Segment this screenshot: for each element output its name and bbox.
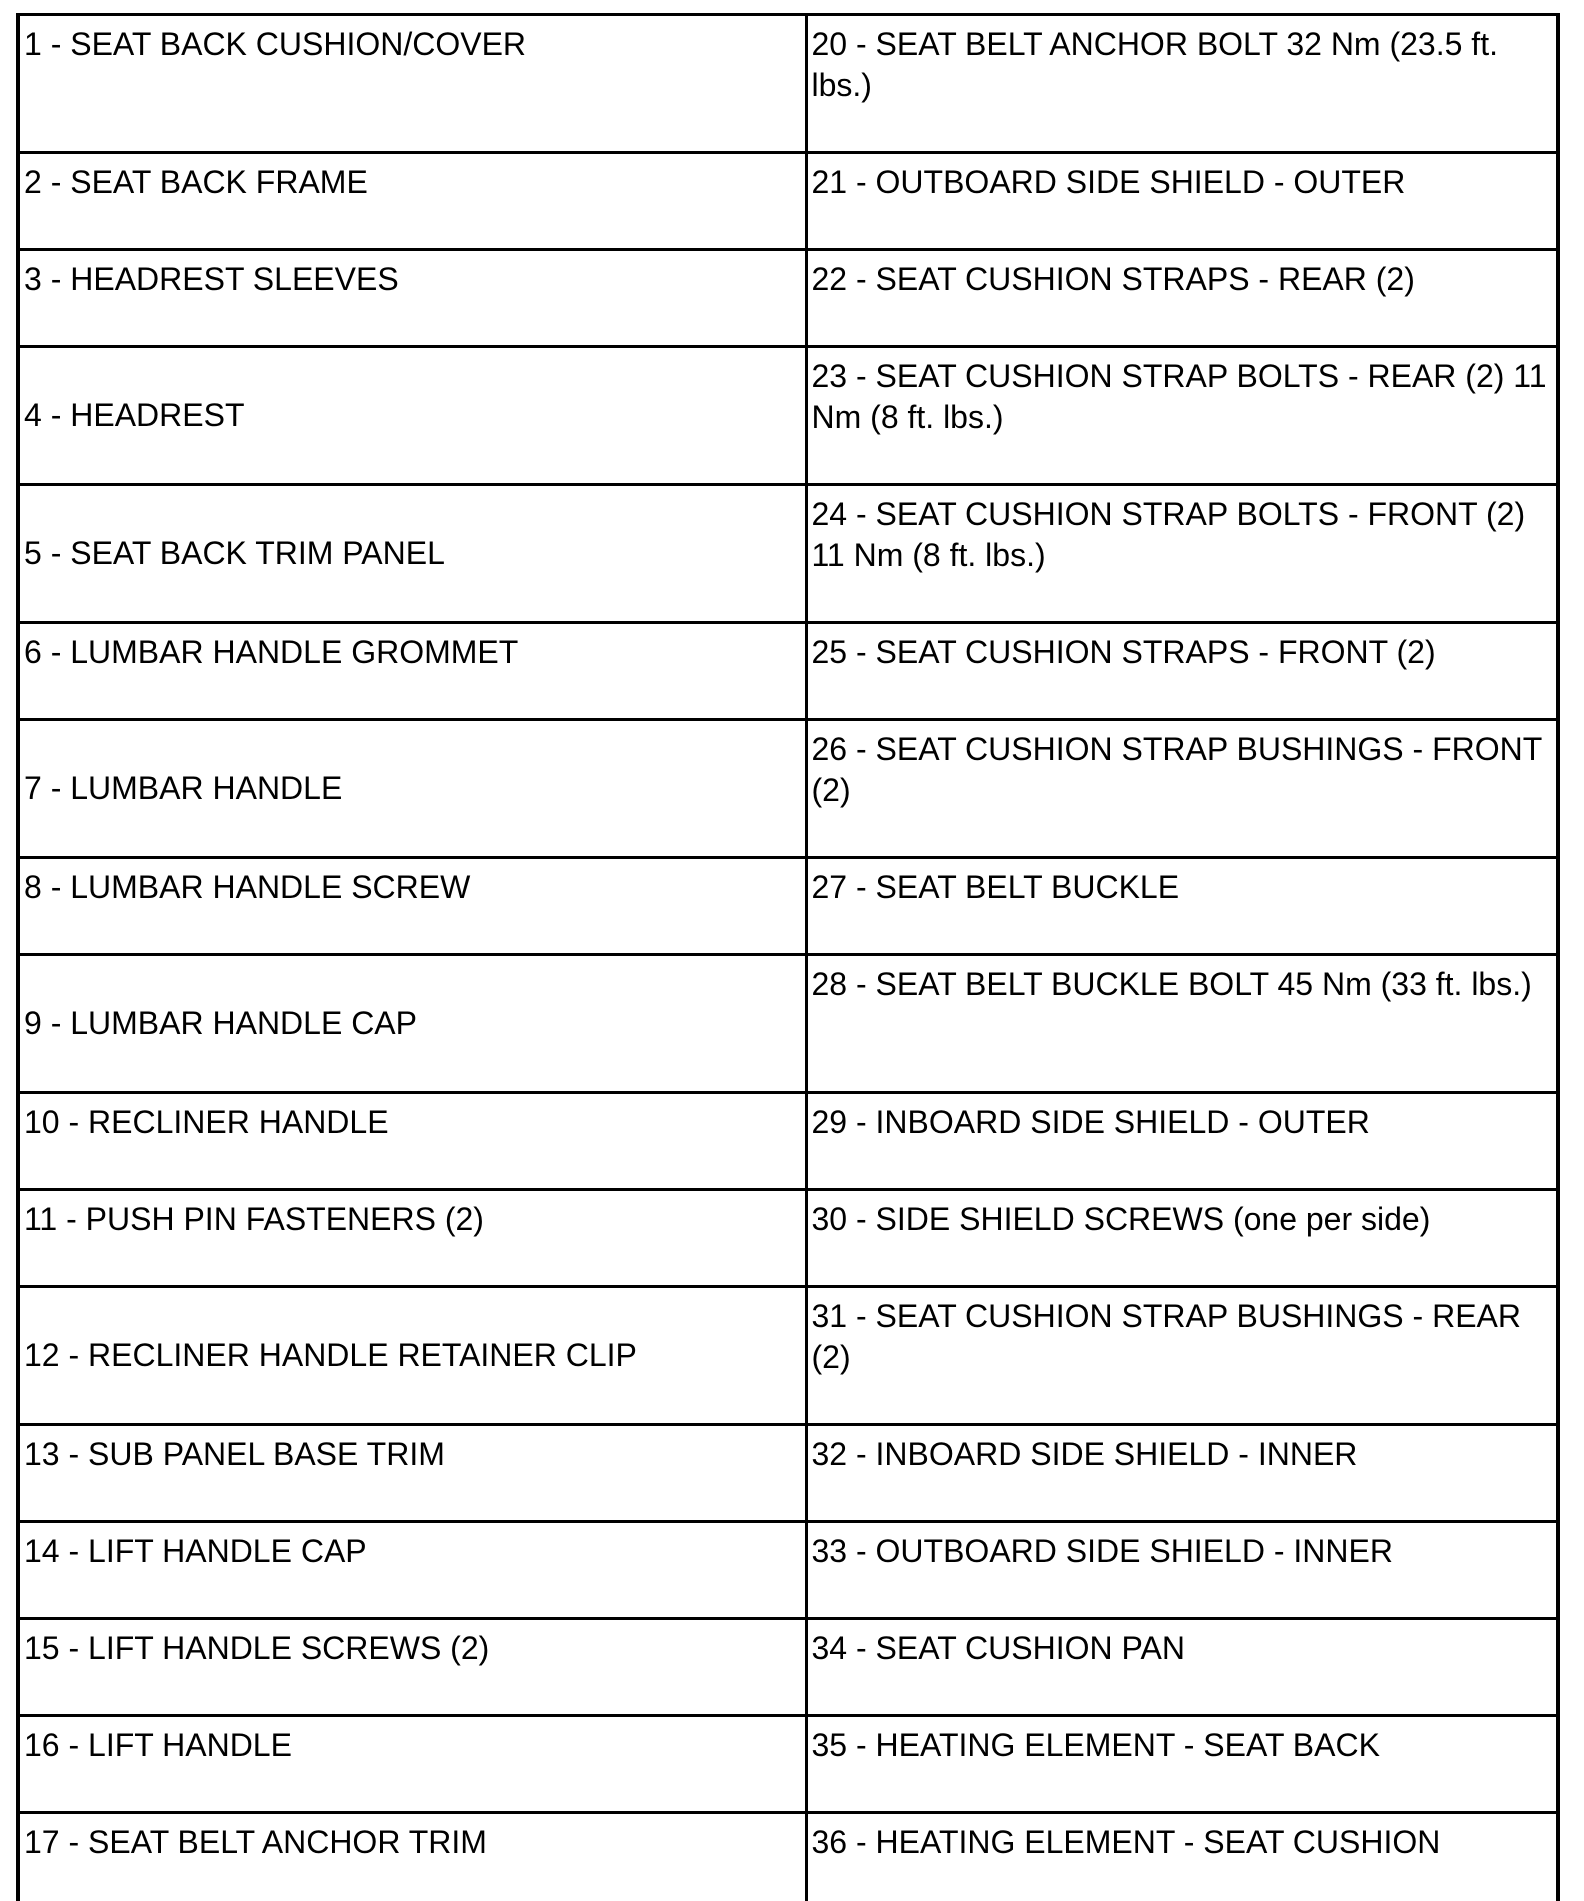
part-label-left: 2 - SEAT BACK FRAME bbox=[18, 153, 806, 250]
part-label-right: 20 - SEAT BELT ANCHOR BOLT 32 Nm (23.5 ft. lbs.) bbox=[806, 15, 1558, 153]
table-row bbox=[18, 1425, 1558, 1522]
part-label-left: 16 - LIFT HANDLE bbox=[18, 1716, 806, 1813]
part-label-left: 10 - RECLINER HANDLE bbox=[18, 1093, 806, 1190]
table-row bbox=[18, 153, 1558, 250]
part-label-left: 11 - PUSH PIN FASTENERS (2) bbox=[18, 1190, 806, 1287]
part-label-left: 3 - HEADREST SLEEVES bbox=[18, 250, 806, 347]
part-label-left: 9 - LUMBAR HANDLE CAP bbox=[18, 955, 806, 1093]
part-label-right: 27 - SEAT BELT BUCKLE bbox=[806, 858, 1558, 955]
parts-legend-body bbox=[18, 15, 1558, 1901]
table-row bbox=[18, 858, 1558, 955]
table-row bbox=[18, 1813, 1558, 1901]
part-label-left: 6 - LUMBAR HANDLE GROMMET bbox=[18, 623, 806, 720]
table-row bbox=[18, 1093, 1558, 1190]
part-label-right: 23 - SEAT CUSHION STRAP BOLTS - REAR (2) 11 Nm (8 ft. lbs.) bbox=[806, 347, 1558, 485]
table-row bbox=[18, 1716, 1558, 1813]
part-label-left: 13 - SUB PANEL BASE TRIM bbox=[18, 1425, 806, 1522]
part-label-left: 17 - SEAT BELT ANCHOR TRIM bbox=[18, 1813, 806, 1901]
part-label-right: 29 - INBOARD SIDE SHIELD - OUTER bbox=[806, 1093, 1558, 1190]
part-label-right: 24 - SEAT CUSHION STRAP BOLTS - FRONT (2) 11 Nm (8 ft. lbs.) bbox=[806, 485, 1558, 623]
table-row bbox=[18, 955, 1558, 1093]
part-label-right: 22 - SEAT CUSHION STRAPS - REAR (2) bbox=[806, 250, 1558, 347]
part-label-left: 14 - LIFT HANDLE CAP bbox=[18, 1522, 806, 1619]
parts-legend-table bbox=[16, 13, 1560, 1901]
table-row bbox=[18, 1190, 1558, 1287]
part-label-right: 32 - INBOARD SIDE SHIELD - INNER bbox=[806, 1425, 1558, 1522]
table-row bbox=[18, 1287, 1558, 1425]
part-label-right: 21 - OUTBOARD SIDE SHIELD - OUTER bbox=[806, 153, 1558, 250]
part-label-left: 7 - LUMBAR HANDLE bbox=[18, 720, 806, 858]
part-label-right: 34 - SEAT CUSHION PAN bbox=[806, 1619, 1558, 1716]
part-label-left: 1 - SEAT BACK CUSHION/COVER bbox=[18, 15, 806, 153]
part-label-left: 15 - LIFT HANDLE SCREWS (2) bbox=[18, 1619, 806, 1716]
part-label-left: 12 - RECLINER HANDLE RETAINER CLIP bbox=[18, 1287, 806, 1425]
part-label-left: 4 - HEADREST bbox=[18, 347, 806, 485]
table-row bbox=[18, 347, 1558, 485]
part-label-right: 26 - SEAT CUSHION STRAP BUSHINGS - FRONT (2) bbox=[806, 720, 1558, 858]
table-row bbox=[18, 485, 1558, 623]
table-row bbox=[18, 250, 1558, 347]
part-label-right: 30 - SIDE SHIELD SCREWS (one per side) bbox=[806, 1190, 1558, 1287]
part-label-right: 25 - SEAT CUSHION STRAPS - FRONT (2) bbox=[806, 623, 1558, 720]
part-label-right: 35 - HEATING ELEMENT - SEAT BACK bbox=[806, 1716, 1558, 1813]
part-label-right: 28 - SEAT BELT BUCKLE BOLT 45 Nm (33 ft. lbs.) bbox=[806, 955, 1558, 1093]
part-label-right: 36 - HEATING ELEMENT - SEAT CUSHION bbox=[806, 1813, 1558, 1901]
table-row bbox=[18, 623, 1558, 720]
part-label-left: 5 - SEAT BACK TRIM PANEL bbox=[18, 485, 806, 623]
table-row bbox=[18, 1619, 1558, 1716]
table-row bbox=[18, 1522, 1558, 1619]
part-label-right: 33 - OUTBOARD SIDE SHIELD - INNER bbox=[806, 1522, 1558, 1619]
part-label-right: 31 - SEAT CUSHION STRAP BUSHINGS - REAR (2) bbox=[806, 1287, 1558, 1425]
part-label-left: 8 - LUMBAR HANDLE SCREW bbox=[18, 858, 806, 955]
table-row bbox=[18, 15, 1558, 153]
table-row bbox=[18, 720, 1558, 858]
